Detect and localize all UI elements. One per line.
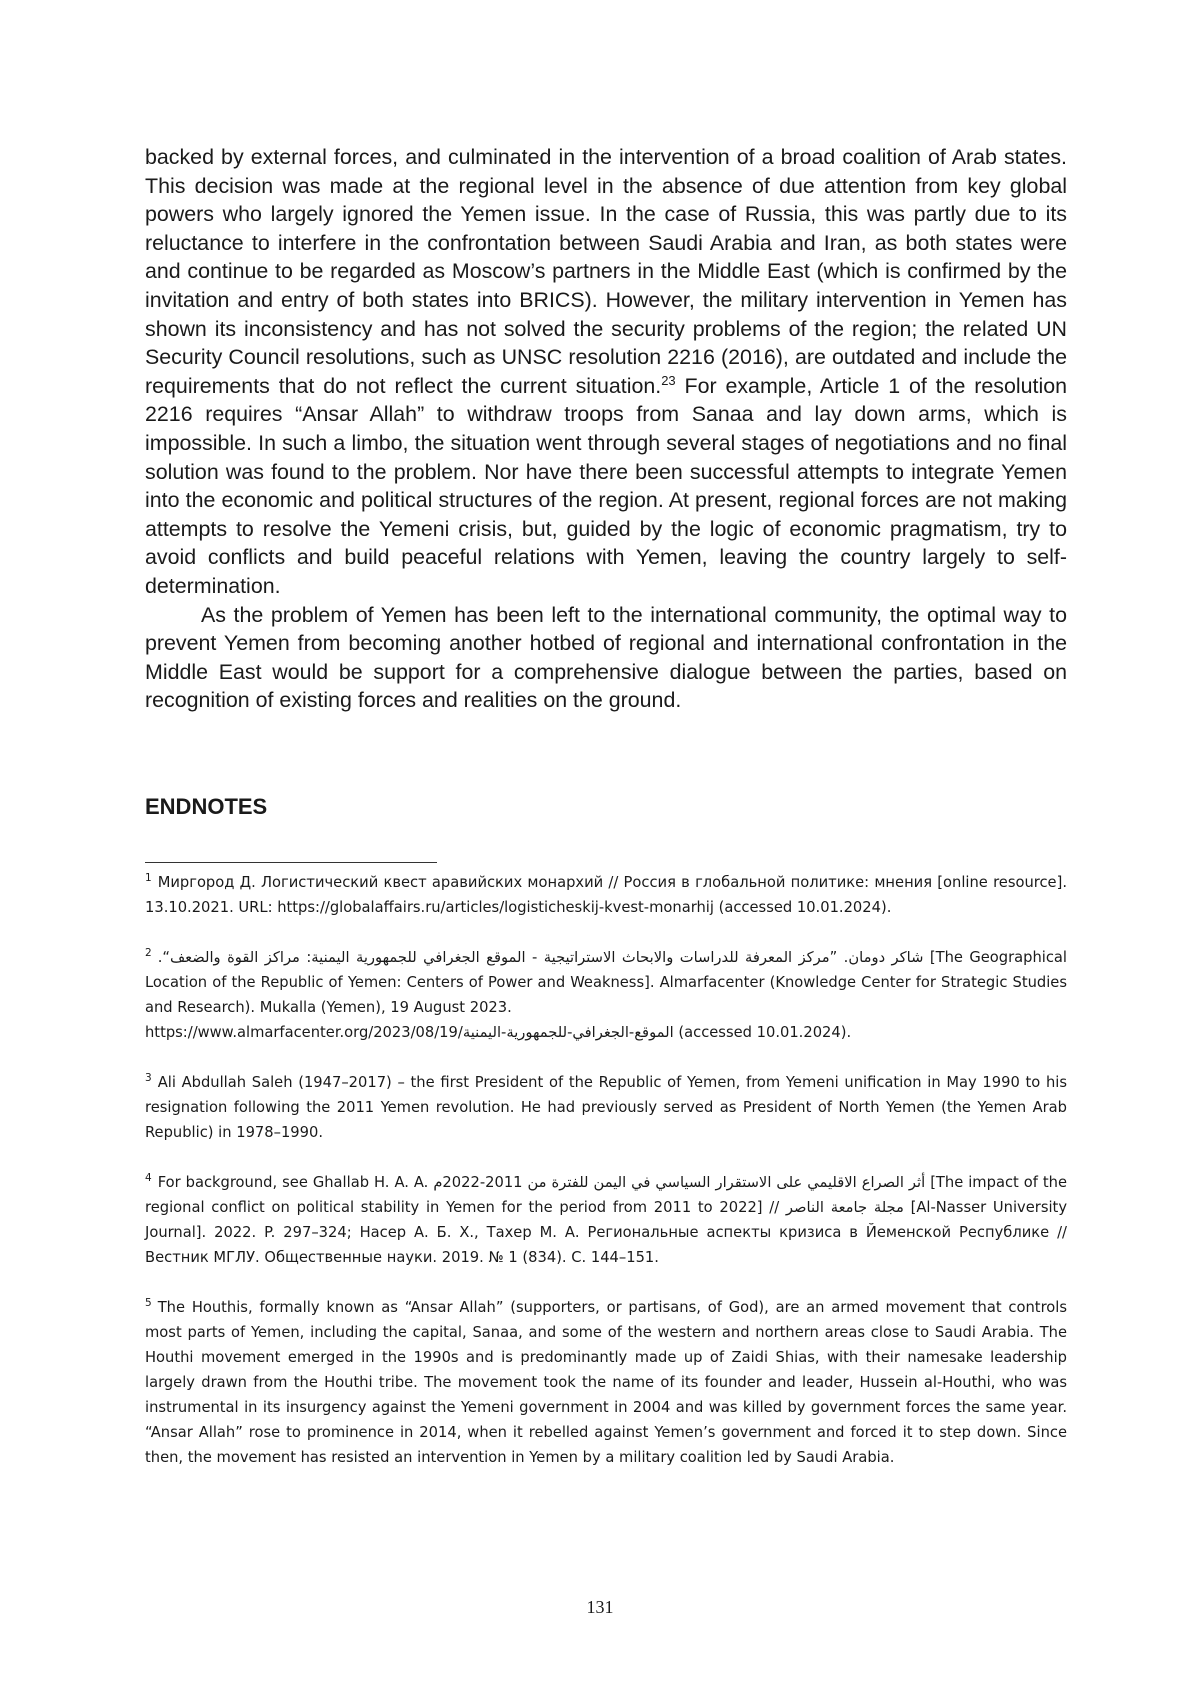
footnote-separator-line: [145, 862, 437, 863]
endnote-number: 3: [145, 1072, 152, 1085]
endnote-arabic-journal: مجلة جامعة الناصر: [785, 1199, 904, 1216]
endnote-5: [145, 1295, 1067, 1470]
endnote-text: Миргород Д. Логистический квест аравийских монархий // Россия в глобальной политике: мнения [online resource]. 13.10.2021. URL: https://globalaffairs.ru/articles/logisticheskij-kvest-monarhij (accessed 10.01.2024).: [145, 874, 1067, 916]
paragraph-1-part-b: For example, Article 1 of the resolution 2216 requires “Ansar Allah” to withdraw troops from Sanaa and lay down arms, which is impossible. In such a limbo, the situation went through several stages of negotiations and no final solution was found to the problem. Nor have there been successful attempts to integrate Yemen into the economic and political structures of the region. At present, regional forces are not making attempts to resolve the Yemeni crisis, but, guided by the logic of economic pragmatism, try to avoid conflicts and build peaceful relations with Yemen, leaving the country largely to self-determination.: [145, 373, 1067, 598]
endnote-arabic-title: أثر الصراع الاقليمي على الاستقرار السياسي في اليمن للفترة من 2011-2022م: [433, 1174, 926, 1191]
endnote-text: For background, see Ghallab H. A. A.: [157, 1174, 434, 1191]
endnote-text-continued: [Al-Nasser University Journal]. 2022. P. 297–324; Насер А. Б. Х., Тахер М. А. Региональные аспекты кризиса в Йеменской Республике // Вестник МГЛУ. Общественные науки. 2019. № 1 (834). С. 144–151.: [145, 1199, 1068, 1266]
endnote-number: 2: [145, 947, 152, 960]
endnote-text: Ali Abdullah Saleh (1947–2017) – the first President of the Republic of Yemen, from Yemeni unification in May 1990 to his resignation following the 2011 Yemen revolution. He had previously served as President of North Yemen (the Yemen Arab Republic) in 1978–1990.: [145, 1074, 1067, 1141]
endnote-arabic-title: شاكر دومان. ”مركز المعرفة للدراسات والابحاث الاستراتيجية - الموقع الجغرافي للجمهورية اليمنية: مراكز القوة والضعف“.: [157, 949, 924, 966]
endnote-number: 5: [145, 1297, 152, 1310]
endnotes-heading: ENDNOTES: [145, 794, 268, 819]
paragraph-2: As the problem of Yemen has been left to the international community, the optimal way to prevent Yemen from becoming another hotbed of regional and international confrontation in the Middle East would be support for a comprehensive dialogue between the parties, based on recognition of existing forces and realities on the ground.: [145, 602, 1067, 713]
page-number: 131: [586, 1597, 614, 1617]
endnote-accessed: (accessed 10.01.2024).: [673, 1024, 852, 1041]
endnote-text: [The Geographical Location of the Republic of Yemen: Centers of Power and Weakness]. Almarfacenter (Knowledge Center for Strategic Studies and Research). Mukalla (Yemen), 19 August 2023.: [145, 949, 1067, 1016]
paragraph-1: [145, 143, 1067, 601]
endnote-url-arabic[interactable]: الموقع-الجغرافي-للجمهورية-اليمنية: [462, 1024, 674, 1041]
endnote-translation: [The impact of the regional conflict on political stability in Yemen for the period from 2011 to 2022] //: [145, 1174, 1068, 1216]
endnote-text: The Houthis, formally known as “Ansar Allah” (supporters, or partisans, of God), are an armed movement that controls most parts of Yemen, including the capital, Sanaa, and some of the western and northern areas close to Saudi Arabia. The Houthi movement emerged in the 1990s and is predominantly made up of Zaidi Shias, with their namesake leadership largely drawn from the Houthi tribe. The movement took the name of its founder and leader, Hussein al-Houthi, who was instrumental in its insurgency against the Yemeni government in 2004 and was killed by government forces the same year. “Ansar Allah” rose to prominence in 2014, when it rebelled against Yemen’s government and forced it to step down. Since then, the movement has resisted an intervention in Yemen by a military coalition led by Saudi Arabia.: [145, 1299, 1067, 1466]
endnote-3: [145, 1070, 1067, 1145]
endnote-1: [145, 870, 1067, 920]
endnotes-list: [145, 870, 1067, 1495]
paragraph-1-part-a: backed by external forces, and culminated in the intervention of a broad coalition of Arab states. This decision was made at the regional level in the absence of due attention from key global powers who largely ignored the Yemen issue. In the case of Russia, this was partly due to its reluctance to interfere in the confrontation between Saudi Arabia and Iran, as both states were and continue to be regarded as Moscow’s partners in the Middle East (which is confirmed by the invitation and entry of both states into BRICS). However, the military intervention in Yemen has shown its inconsistency and has not solved the security problems of the region; the related UN Security Council resolutions, such as UNSC resolution 2216 (2016), are outdated and include the requirements that do not reflect the current situation.: [145, 145, 1067, 398]
endnote-url[interactable]: https://www.almarfacenter.org/2023/08/19/: [145, 1024, 463, 1041]
endnote-number: 4: [145, 1172, 152, 1185]
endnote-2: [145, 945, 1067, 1045]
footnote-reference-23[interactable]: 23: [661, 372, 676, 388]
endnote-number: 1: [145, 872, 152, 885]
main-text: [145, 143, 1067, 715]
endnote-4: [145, 1170, 1067, 1270]
